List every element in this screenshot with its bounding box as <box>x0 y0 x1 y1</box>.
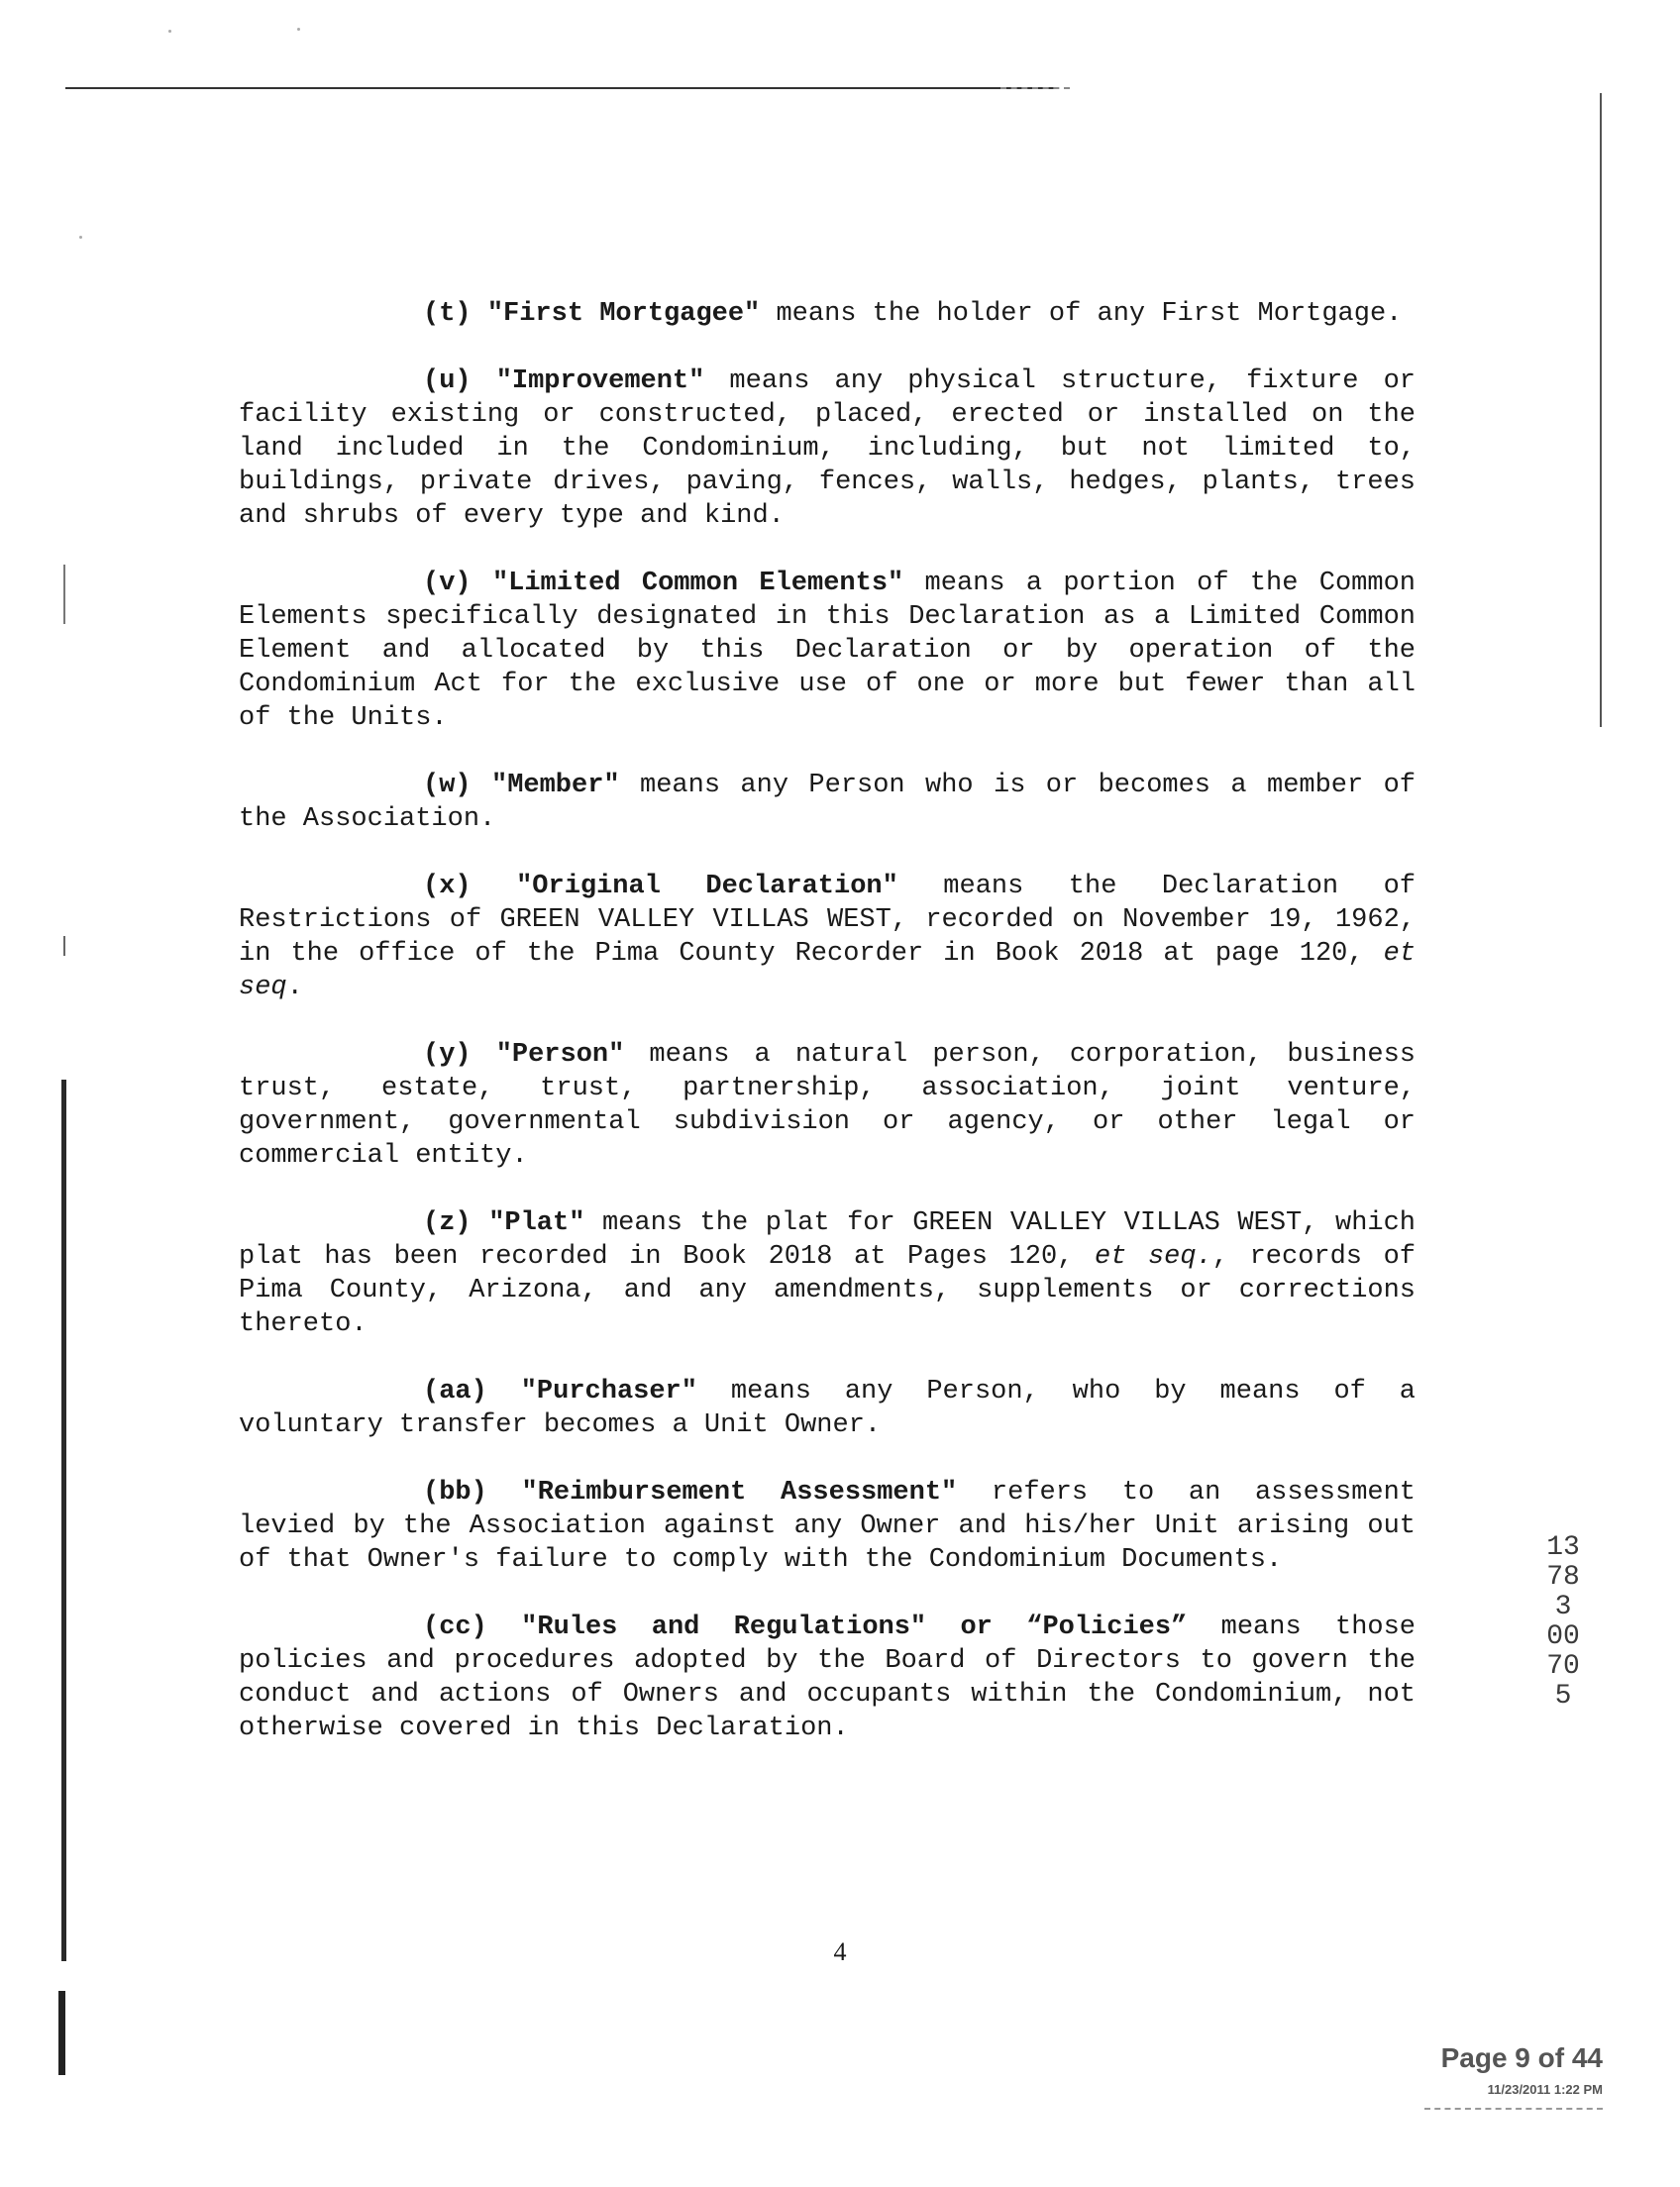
definition-marker: (v) <box>423 569 472 598</box>
scan-artifact <box>168 30 171 33</box>
definition-marker: (t) <box>423 299 472 329</box>
definition-marker: (bb) <box>423 1478 487 1508</box>
scan-artifact <box>63 565 65 624</box>
definition-text: means a portion of the Common Elements specifically designated in this Declaration as a Limited Common Element and allocated by this Declaration or by operation of the Condominium Act for the exclusive use of one or more but fewer than all of the Units. <box>239 569 1416 733</box>
definition-text: means any Person who is or becomes a member of the Association. <box>239 771 1416 834</box>
definition-text: refers to an assessment levied by the Association against any Owner and his/her Unit arising out of that Owner's failure to comply with the Condominium Documents. <box>239 1478 1416 1575</box>
definition-marker: (y) <box>423 1040 472 1070</box>
definition-paragraph <box>239 567 1416 735</box>
definition-paragraph <box>239 1206 1416 1341</box>
definition-marker: (x) <box>423 872 472 901</box>
footer-rule <box>1424 2108 1603 2110</box>
definition-term: "First Mortgagee" <box>486 299 761 329</box>
italic-citation: et seq <box>239 939 1416 1002</box>
definition-text-tail: , records of Pima County, Arizona, and any amendments, supplements or corrections thereto. <box>239 1242 1416 1339</box>
recording-stamp: 13783 00705 <box>1546 1532 1580 1712</box>
definition-term: "Plat" <box>488 1208 585 1238</box>
definition-marker: (w) <box>423 771 472 800</box>
definition-text: means those policies and procedures adopted by the Board of Directors to govern the conduct and actions of Owners and occupants within the Condominium, not otherwise covered in this Declaration. <box>239 1613 1417 1743</box>
definition-text: means the holder of any First Mortgage. <box>760 299 1403 329</box>
scan-edge-bar <box>61 1080 66 1961</box>
definition-paragraph <box>239 1476 1416 1577</box>
top-rule-fade <box>1000 87 1070 91</box>
right-margin-rule <box>1600 93 1602 727</box>
page-number: 4 <box>833 1937 847 1966</box>
definition-marker: (z) <box>423 1208 472 1238</box>
definition-term: "Limited Common Elements" <box>491 569 904 598</box>
definition-paragraph <box>239 1038 1416 1173</box>
scan-artifact <box>297 28 300 31</box>
definition-text-tail: . <box>286 973 303 1002</box>
definition-term: "Person" <box>495 1040 625 1070</box>
definition-marker: (cc) <box>423 1613 487 1642</box>
definition-text: means the plat for GREEN VALLEY VILLAS WEST, which plat has been recorded in Book 2018 at Pages 120, <box>239 1208 1417 1272</box>
definition-term: "Rules and Regulations" or “Policies” <box>521 1613 1188 1642</box>
definition-marker: (aa) <box>423 1377 487 1406</box>
scan-artifact <box>79 236 82 239</box>
definition-term: "Member" <box>491 771 620 800</box>
definition-text: means a natural person, corporation, business trust, estate, trust, partnership, association, joint venture, government, governmental subdivision or agency, or other legal or commercial entity. <box>239 1040 1416 1171</box>
definition-text: means the Declaration of Restrictions of GREEN VALLEY VILLAS WEST, recorded on November 19, 1962, in the office of the Pima County Recorder in Book 2018 at page 120, <box>239 872 1416 969</box>
definition-term: "Reimbursement Assessment" <box>521 1478 958 1508</box>
definition-paragraph <box>239 1611 1416 1745</box>
document-body <box>239 297 1416 1745</box>
italic-citation: et seq. <box>1094 1242 1212 1272</box>
scan-artifact <box>63 936 65 956</box>
definition-term: "Improvement" <box>495 366 705 396</box>
definition-term: "Original Declaration" <box>516 872 898 901</box>
definition-paragraph <box>239 1375 1416 1442</box>
definition-paragraph <box>239 297 1416 331</box>
footer-timestamp: 11/23/2011 1:22 PM <box>1487 2082 1603 2097</box>
footer-page-label: Page 9 of 44 <box>1440 2042 1603 2073</box>
definition-term: "Purchaser" <box>520 1377 697 1406</box>
definition-paragraph <box>239 364 1416 533</box>
top-rule <box>65 87 1056 89</box>
definition-marker: (u) <box>423 366 472 396</box>
scan-edge-bar <box>58 1991 65 2075</box>
definition-paragraph <box>239 870 1416 1004</box>
definition-paragraph <box>239 769 1416 836</box>
definition-text: means any physical structure, fixture or facility existing or constructed, placed, erected or installed on the land included in the Condominium, including, but not limited to, buildings, private drives, paving, fences, walls, hedges, plants, trees and shrubs of every type and kind. <box>239 366 1416 531</box>
definition-text: means any Person, who by means of a voluntary transfer becomes a Unit Owner. <box>239 1377 1416 1440</box>
